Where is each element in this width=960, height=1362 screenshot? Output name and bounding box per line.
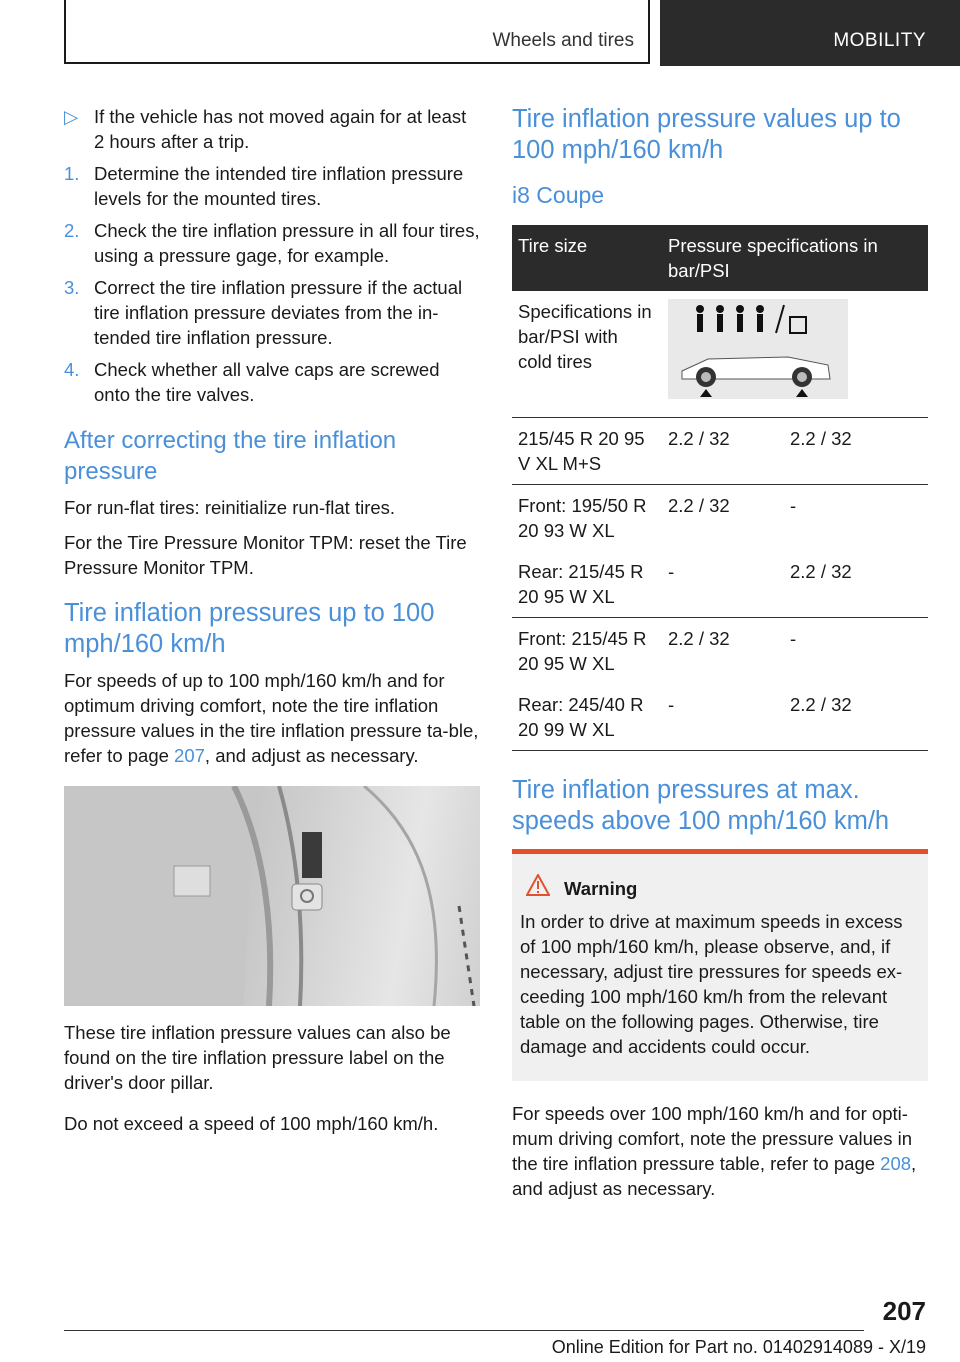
step-item <box>64 357 480 407</box>
front-pressure-cell: - <box>662 551 784 618</box>
tire-size-cell: Front: 195/50 R 20 93 W XL <box>518 495 647 541</box>
table-row <box>512 551 928 618</box>
front-pressure-cell: - <box>662 684 784 751</box>
pressures-up-to-paragraph <box>64 668 480 768</box>
step-item <box>64 275 480 350</box>
chapter-tab <box>660 0 960 66</box>
step-text: Check whether all valve caps are screwed onto the tire valves. <box>94 359 440 405</box>
header-rule-bottom <box>64 62 650 64</box>
tire-size-cell: 215/45 R 20 95 V XL M+S <box>512 418 662 485</box>
paragraph-text: For speeds of up to 100 mph/160 km/h and for optimum driving comfort, note the tire inflation pressure values in the tire inflation pressure ta‐ble, refer to page <box>64 670 479 766</box>
left-column <box>64 104 480 1146</box>
header-rule-mid <box>648 0 650 64</box>
step-item <box>64 161 480 211</box>
tire-size-cell: Rear: 245/40 R 20 99 W XL <box>512 684 662 751</box>
paragraph-text: For speeds over 100 mph/160 km/h and for opti‐mum driving comfort, note the pressure values in the tire inflation pressure table, refer to page <box>512 1103 912 1174</box>
front-pressure-cell: 2.2 / 32 <box>668 628 730 649</box>
max-speed-heading: Tire inflation pressures at max. speeds above 100 mph/160 km/h <box>512 776 890 835</box>
speed-limit-paragraph: Do not exceed a speed of 100 mph/160 km/h. <box>64 1113 439 1134</box>
pressures-up-to-heading: Tire inflation pressures up to 100 mph/160 km/h <box>64 599 435 658</box>
table-row <box>512 618 928 685</box>
table-row <box>512 418 928 485</box>
door-pillar-illustration <box>64 786 480 1006</box>
page-link-207[interactable]: 207 <box>174 745 205 766</box>
page-number: 207 <box>882 1296 926 1326</box>
spec-row <box>512 291 928 418</box>
right-column <box>512 104 928 1211</box>
edition-note: Online Edition for Part no. 01402914089 - X/19 <box>551 1337 926 1357</box>
warning-box <box>512 849 928 1081</box>
step-number: 2. <box>64 220 80 241</box>
spec-label: Specifications in bar/PSI with cold tires <box>512 291 662 418</box>
load-illustration-cell <box>662 291 928 418</box>
front-pressure-cell: 2.2 / 32 <box>668 495 730 516</box>
footer-rule <box>64 1330 864 1331</box>
warning-text: In order to drive at maximum speeds in excess of 100 mph/160 km/h, please observe, and, if necessary, adjust tire pressures for speeds ex‐ceeding 100 mph/160 km/h from the relevant table on the following pages. Otherwise, tire damage and accidents could occur. <box>520 911 903 1057</box>
occupancy-load-icon <box>668 299 848 399</box>
triangle-bullet-icon: ▷ <box>64 106 79 127</box>
table-row <box>512 485 928 552</box>
step-number: 4. <box>64 359 80 380</box>
bullet-text: If the vehicle has not moved again for at least 2 hours after a trip. <box>94 106 467 152</box>
step-number: 1. <box>64 163 80 184</box>
section-title: Wheels and tires <box>492 30 634 51</box>
table-header-row <box>512 225 928 291</box>
over-speed-paragraph <box>512 1101 928 1201</box>
door-pillar-photo <box>64 786 480 1006</box>
after-correcting-heading: After correcting the tire inflation pressure <box>64 427 397 485</box>
pressure-table <box>512 225 928 751</box>
warning-triangle-icon <box>526 874 550 896</box>
tpm-paragraph: For the Tire Pressure Monitor TPM: reset the Tire Pressure Monitor TPM. <box>64 532 467 578</box>
rear-pressure-cell: 2.2 / 32 <box>784 551 928 618</box>
label-paragraph: These tire inflation pressure values can also be found on the tire inflation pressure label on the driver's door pillar. <box>64 1022 451 1093</box>
column-header-size: Tire size <box>512 225 662 291</box>
rear-pressure-cell: - <box>790 495 797 516</box>
front-pressure-cell: 2.2 / 32 <box>662 418 784 485</box>
run-flat-paragraph: For run-flat tires: reinitialize run-flat tires. <box>64 497 396 518</box>
chapter-title: MOBILITY <box>833 30 926 51</box>
step-text: Determine the intended tire inflation pressure levels for the mounted tires. <box>94 163 464 209</box>
rear-pressure-cell: 2.2 / 32 <box>784 684 928 751</box>
column-header-pressure: Pressure specifications in bar/PSI <box>662 225 928 291</box>
model-heading: i8 Coupe <box>512 182 605 208</box>
step-item <box>64 218 480 268</box>
table-row <box>512 684 928 751</box>
rear-pressure-cell: - <box>790 628 797 649</box>
rear-pressure-cell: 2.2 / 32 <box>784 418 928 485</box>
step-text: Check the tire inflation pressure in all four tires, using a pressure gage, for example. <box>94 220 480 266</box>
paragraph-text: , and adjust as necessary. <box>512 1153 917 1199</box>
tire-size-cell: Rear: 215/45 R 20 95 W XL <box>512 551 662 618</box>
step-number: 3. <box>64 277 80 298</box>
header-rule-left <box>64 0 66 64</box>
pressure-values-heading: Tire inflation pressure values up to 100 mph/160 km/h <box>512 105 901 164</box>
warning-title-row <box>520 876 920 901</box>
bullet-item <box>64 104 480 154</box>
warning-title: Warning <box>564 878 638 899</box>
step-text: Correct the tire inflation pressure if the actual tire inflation pressure deviates from the in‐tended tire inflation pressure. <box>94 277 463 348</box>
page-link-208[interactable]: 208 <box>880 1153 912 1174</box>
tire-size-cell: Front: 215/45 R 20 95 W XL <box>518 628 647 674</box>
paragraph-text: , and adjust as necessary. <box>204 745 419 766</box>
